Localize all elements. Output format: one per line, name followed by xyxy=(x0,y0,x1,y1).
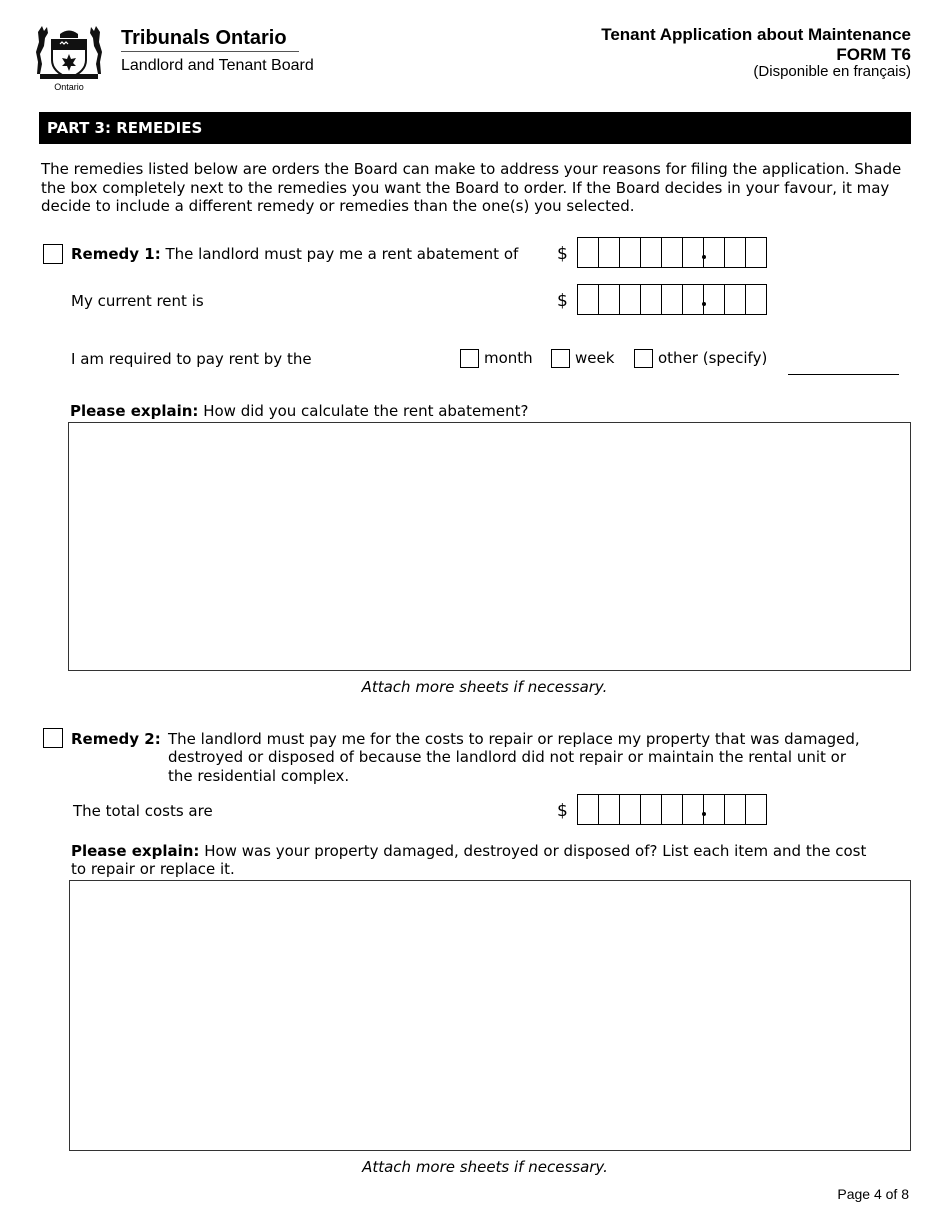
month-checkbox[interactable] xyxy=(460,349,479,368)
currency-symbol: $ xyxy=(557,244,568,264)
remedy-1-label: Remedy 1: xyxy=(71,245,161,263)
remedy-1-explain-prompt xyxy=(70,402,528,420)
explain-question-line-1: How was your property damaged, destroyed or disposed of? List each item and the cost xyxy=(204,842,867,860)
pay-rent-by-label: I am required to pay rent by the xyxy=(71,350,312,368)
remedy-2-description-line-2: destroyed or disposed of because the landlord did not repair or maintain the rental unit or xyxy=(168,748,846,766)
form-language-note: (Disponible en français) xyxy=(753,63,911,80)
other-option-label: other (specify) xyxy=(658,349,768,367)
ontario-crest-logo xyxy=(34,24,104,92)
remedy-1-explanation-textarea[interactable] xyxy=(68,422,911,671)
month-option-label: month xyxy=(484,349,533,367)
remedy-2-explain-prompt xyxy=(71,842,866,860)
explain-label: Please explain: xyxy=(70,402,199,420)
page-number: Page 4 of 8 xyxy=(837,1186,909,1202)
remedy-2-checkbox[interactable] xyxy=(43,728,63,748)
section-intro: The remedies listed below are orders the Board can make to address your reasons for filing the application. Shade the box completely next to the remedies you want the Board to order. If the Board decides in your favour, it may decide to include a different remedy or remedies than the one(s) you selected. xyxy=(41,160,902,215)
explain-question-line-2: to repair or replace it. xyxy=(71,860,235,878)
attach-sheets-note: Attach more sheets if necessary. xyxy=(361,678,608,696)
explain-question: How did you calculate the rent abatement? xyxy=(203,402,529,420)
section-title: PART 3: REMEDIES xyxy=(47,119,203,137)
remedy-1-text xyxy=(71,245,518,263)
remedy-1-checkbox[interactable] xyxy=(43,244,63,264)
currency-symbol: $ xyxy=(557,291,568,311)
currency-symbol: $ xyxy=(557,801,568,821)
other-checkbox[interactable] xyxy=(634,349,653,368)
remedy-2-label-text: Remedy 2: xyxy=(71,730,161,748)
rent-abatement-amount-input[interactable] xyxy=(577,237,767,268)
other-specify-input[interactable] xyxy=(788,374,899,375)
remedy-2-label xyxy=(71,730,161,748)
remedy-2-description-line-1: The landlord must pay me for the costs to repair or replace my property that was damaged, xyxy=(168,730,860,748)
org-name: Tribunals Ontario xyxy=(121,27,287,49)
current-rent-label: My current rent is xyxy=(71,292,204,310)
week-option-label: week xyxy=(575,349,615,367)
remedy-1-description: The landlord must pay me a rent abatement of xyxy=(165,245,519,263)
week-checkbox[interactable] xyxy=(551,349,570,368)
current-rent-amount-input[interactable] xyxy=(577,284,767,315)
explain-label: Please explain: xyxy=(71,842,200,860)
svg-text:Ontario: Ontario xyxy=(54,82,84,92)
section-header-bar xyxy=(39,112,911,144)
form-code: FORM T6 xyxy=(836,45,911,64)
form-title: Tenant Application about Maintenance xyxy=(601,25,911,44)
remedy-2-explanation-textarea[interactable] xyxy=(69,880,911,1151)
total-costs-amount-input[interactable] xyxy=(577,794,767,825)
org-subtitle: Landlord and Tenant Board xyxy=(121,57,314,74)
org-divider xyxy=(121,51,299,52)
remedy-2-description-line-3: the residential complex. xyxy=(168,767,350,785)
total-costs-label: The total costs are xyxy=(73,802,213,820)
attach-sheets-note: Attach more sheets if necessary. xyxy=(362,1158,608,1176)
